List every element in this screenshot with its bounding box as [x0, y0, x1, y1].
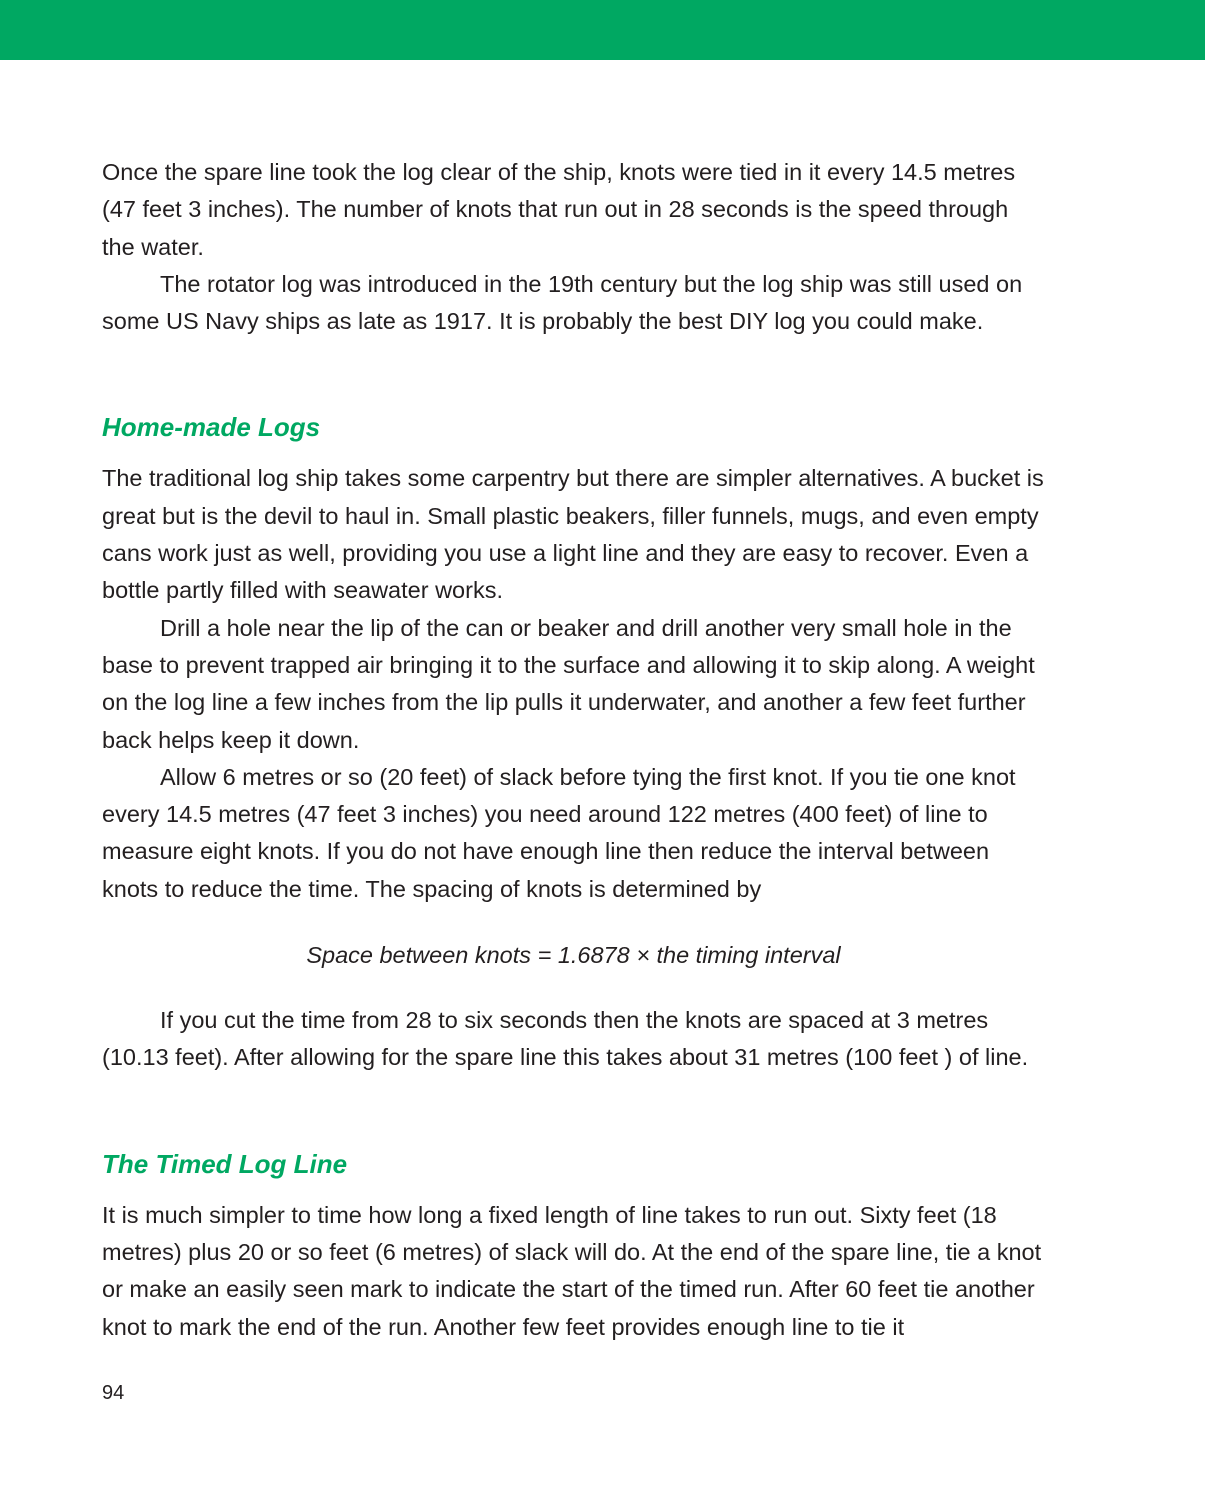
home-made-paragraph-1: The traditional log ship takes some carpentry but there are simpler alternatives. A bucket is great but is the devil to haul in. Small plastic beakers, filler funnels, mugs, and even empty cans work just as well, providing you use a light line and they are easy to recover. Even a bottle partly filled with seawater works. [102, 465, 1044, 604]
heading-home-made-logs: Home-made Logs [102, 412, 321, 443]
home-made-paragraph-4: If you cut the time from 28 to six seconds then the knots are spaced at 3 metres (10.13 feet). After allowing for the spare line this takes about 31 metres (100 feet ) of line. [102, 1007, 1029, 1071]
timed-paragraph-1: It is much simpler to time how long a fixed length of line takes to run out. Sixty feet (18 metres) plus 20 or so feet (6 metres) of slack will do. At the end of the spare line, tie a knot or make an easily seen mark to indicate the start of the timed run. After 60 feet tie another knot to mark the end of the run. Another few feet provides enough line to tie it [102, 1201, 1042, 1340]
intro-paragraph-1: Once the spare line took the log clear of the ship, knots were tied in it every 14.5 metres (47 feet 3 inches). The number of knots that run out in 28 seconds is the speed through the water. [102, 159, 1016, 260]
page-number: 94 [102, 1382, 125, 1404]
intro-paragraph-2: The rotator log was introduced in the 19th century but the log ship was still used on some US Navy ships as late as 1917. It is probably the best DIY log you could make. [102, 270, 1023, 335]
heading-timed-log-line: The Timed Log Line [102, 1148, 348, 1179]
page-body [102, 154, 1047, 1346]
home-made-paragraph-2: Drill a hole near the lip of the can or beaker and drill another very small hole in the base to prevent trapped air bringing it to the surface and allowing it to skip along. A weight on the log line a few inches from the lip pulls it underwater, and another a few feet further back helps keep it down. [102, 614, 1035, 753]
home-made-paragraph-3: Allow 6 metres or so (20 feet) of slack before tying the first knot. If you tie one knot every 14.5 metres (47 feet 3 inches) you need around 122 metres (400 feet) of line to measure eight knots. If you do not have enough line then reduce the interval between knots to reduce the time. The spacing of knots is determined by [102, 763, 1016, 902]
top-color-band [0, 0, 1205, 60]
knot-spacing-formula: Space between knots = 1.6878 × the timing interval [306, 942, 841, 969]
